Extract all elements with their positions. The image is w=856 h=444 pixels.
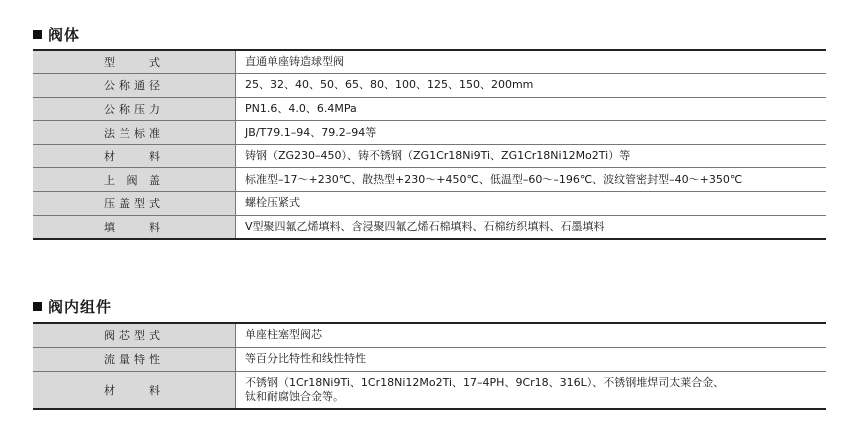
table-row (33, 121, 826, 145)
section-title-valve-body (33, 24, 80, 45)
table-row (33, 192, 826, 216)
valve-body-spec-table (33, 49, 826, 240)
section-title-valve-internals (33, 296, 112, 317)
row-value-line-2: 钛和耐腐蚀合金等。 (245, 389, 344, 403)
row-value-multiline (236, 371, 827, 409)
row-value: 等百分比特性和线性特性 (236, 347, 827, 371)
row-label: 材 料 (33, 144, 236, 168)
row-value: PN1.6、4.0、6.4MPa (236, 97, 827, 121)
square-bullet-icon (33, 30, 42, 39)
row-label: 型 式 (33, 50, 236, 74)
table-row (33, 371, 826, 409)
table-row (33, 323, 826, 347)
table-row (33, 168, 826, 192)
row-value: 直通单座铸造球型阀 (236, 50, 827, 74)
row-label: 填 料 (33, 215, 236, 239)
row-label: 法兰标准 (33, 121, 236, 145)
table-row (33, 215, 826, 239)
row-value: JB/T79.1–94、79.2–94等 (236, 121, 827, 145)
row-label: 公称压力 (33, 97, 236, 121)
row-label: 阀芯型式 (33, 323, 236, 347)
row-value: 螺栓压紧式 (236, 192, 827, 216)
row-label: 材 料 (33, 371, 236, 409)
section-title-text: 阀体 (48, 26, 81, 44)
section-title-text: 阀内组件 (48, 298, 113, 316)
table-row (33, 347, 826, 371)
row-label: 流量特性 (33, 347, 236, 371)
table-row (33, 144, 826, 168)
square-bullet-icon (33, 302, 42, 311)
row-value-line-1: 不锈钢（1Cr18Ni9Ti、1Cr18Ni12Mo2Ti、17–4PH、9Cr18、316L）、不锈钢堆焊司太莱合金、 (245, 375, 725, 389)
row-value: 单座柱塞型阀芯 (236, 323, 827, 347)
row-label: 公称通径 (33, 74, 236, 98)
row-value: 标准型–17～+230℃、散热型+230～+450℃、低温型–60～–196℃、波纹管密封型–40～+350℃ (236, 168, 827, 192)
table-row (33, 97, 826, 121)
valve-internals-spec-table (33, 322, 826, 410)
row-value: 25、32、40、50、65、80、100、125、150、200mm (236, 74, 827, 98)
row-label: 上 阀 盖 (33, 168, 236, 192)
row-label: 压盖型式 (33, 192, 236, 216)
row-value: 铸钢（ZG230–450）、铸不锈钢（ZG1Cr18Ni9Ti、ZG1Cr18Ni12Mo2Ti）等 (236, 144, 827, 168)
table-row (33, 50, 826, 74)
row-value: V型聚四氟乙烯填料、含浸聚四氟乙烯石棉填料、石棉纺织填料、石墨填料 (245, 219, 605, 233)
table-row (33, 74, 826, 98)
